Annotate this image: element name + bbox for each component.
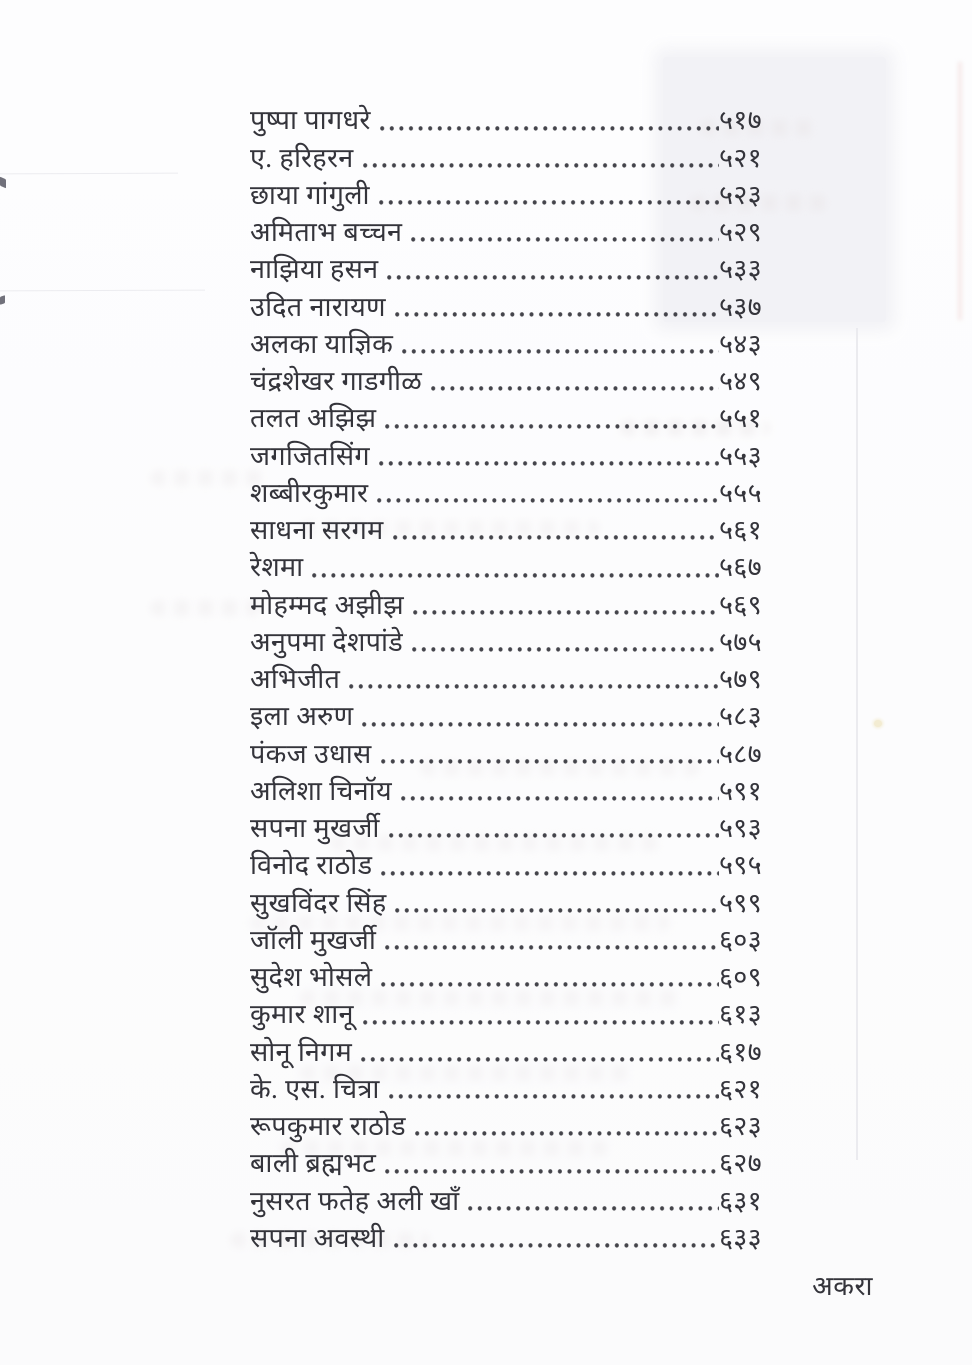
toc-entry: [250, 1180, 762, 1217]
paper-crease-line: [0, 173, 178, 175]
toc-entry-name: ए. हरिहरन: [250, 142, 354, 173]
toc-entry: [250, 1106, 762, 1143]
toc-entry: [250, 249, 762, 286]
toc-entry-name: जॉली मुखर्जी: [250, 924, 377, 955]
toc-entry-name: सपना अवस्थी: [250, 1222, 385, 1253]
dotted-leader: [349, 663, 719, 696]
toc-entry-name: के. एस. चित्रा: [250, 1073, 380, 1104]
toc-entry: [250, 659, 762, 696]
dotted-leader: [395, 887, 719, 920]
toc-entry-page: ६०३: [718, 924, 762, 955]
dotted-leader: [362, 700, 719, 733]
toc-entry-name: तलत अझिझ: [250, 403, 377, 434]
toc-entry-page: ५२३: [718, 179, 762, 210]
dotted-leader: [468, 1185, 719, 1218]
toc-entry: [250, 808, 762, 845]
dotted-leader: [394, 1222, 719, 1255]
toc-entry-name: अलका याज्ञिक: [250, 328, 394, 359]
dotted-leader: [312, 551, 719, 584]
dotted-leader: [381, 961, 719, 994]
toc-entry-name: साधना सरगम: [250, 515, 384, 545]
toc-entry-name: इला अरुण: [250, 701, 354, 732]
dotted-leader: [431, 365, 719, 398]
toc-entry-name: मोहम्मद अझीझ: [250, 589, 404, 620]
scan-edge-tint: [958, 62, 962, 320]
toc-entry-page: ५२९: [718, 217, 762, 247]
toc-list: [250, 100, 762, 1255]
toc-entry-name: नाझिया हसन: [250, 254, 379, 285]
toc-entry: [250, 733, 762, 770]
toc-entry-name: पुष्पा पागधरे: [250, 105, 371, 136]
toc-entry-name: विनोद राठोड: [250, 850, 373, 881]
toc-entry-page: ५८३: [718, 701, 762, 732]
dotted-leader: [361, 1036, 719, 1069]
toc-entry: [250, 622, 762, 659]
toc-entry-page: ५९९: [718, 887, 762, 918]
toc-entry-name: रेशमा: [250, 552, 304, 583]
toc-entry-page: ६१३: [718, 999, 762, 1030]
dotted-leader: [380, 104, 719, 137]
toc-entry: [250, 324, 762, 361]
toc-entry: [250, 398, 762, 435]
toc-entry-name: शब्बीरकुमार: [250, 477, 369, 508]
toc-entry-page: ६३१: [718, 1185, 762, 1216]
toc-entry-page: ५१७: [718, 105, 762, 136]
toc-entry-name: अलिशा चिनॉय: [250, 775, 392, 806]
toc-entry: [250, 510, 762, 547]
dotted-leader: [412, 626, 719, 659]
toc-entry: [250, 547, 762, 584]
dotted-leader: [389, 1073, 719, 1106]
toc-entry: [250, 584, 762, 621]
toc-entry-page: ६२७: [718, 1148, 762, 1179]
dotted-leader: [363, 142, 719, 175]
paper-crease-line: [0, 290, 205, 292]
toc-entry-name: सुदेश भोसले: [250, 962, 373, 992]
dotted-leader: [387, 253, 719, 286]
toc-entry-page: ५७९: [718, 664, 762, 694]
toc-entry-page: ५९१: [718, 775, 762, 806]
toc-entry: [250, 1069, 762, 1106]
dotted-leader: [402, 328, 719, 361]
toc-entry: [250, 994, 762, 1031]
dotted-leader: [395, 291, 719, 324]
toc-entry: [250, 100, 762, 137]
paper-speck: [874, 720, 882, 727]
toc-entry-page: ५८७: [718, 738, 762, 769]
dotted-leader: [389, 812, 719, 845]
toc-entry-page: ५६१: [718, 515, 762, 545]
toc-entry: [250, 845, 762, 882]
dotted-leader: [377, 477, 719, 510]
toc-entry-page: ५४९: [718, 366, 762, 396]
page-footer-label: अकरा: [812, 1271, 873, 1301]
toc-entry: [250, 957, 762, 994]
toc-entry: [250, 175, 762, 212]
toc-entry-name: सपना मुखर्जी: [250, 813, 380, 843]
dotted-leader: [385, 924, 719, 957]
dotted-leader: [385, 1147, 719, 1180]
toc-entry-name: अभिजीत: [250, 664, 341, 694]
toc-entry-page: ५३३: [718, 254, 762, 285]
binding-mark: [0, 295, 5, 305]
toc-entry: [250, 1218, 762, 1255]
dotted-leader: [415, 1110, 719, 1143]
toc-entry: [250, 286, 762, 323]
toc-entry: [250, 882, 762, 919]
toc-entry-page: ५९३: [718, 813, 762, 843]
toc-entry: [250, 137, 762, 174]
toc-entry: [250, 1143, 762, 1180]
dotted-leader: [401, 775, 719, 808]
underlying-page-edge-line: [856, 328, 858, 1160]
toc-entry-page: ६०९: [718, 962, 762, 992]
binding-mark: [0, 177, 6, 189]
toc-entry-page: ५७५: [718, 626, 762, 657]
toc-entry-page: ५९५: [718, 850, 762, 881]
toc-entry-page: ५४३: [718, 328, 762, 359]
toc-entry-name: सोनू निगम: [250, 1036, 353, 1067]
toc-entry-name: अमिताभ बच्चन: [250, 217, 403, 247]
toc-entry-name: चंद्रशेखर गाडगीळ: [250, 366, 423, 396]
toc-entry-page: ५६९: [718, 589, 762, 620]
dotted-leader: [393, 514, 719, 547]
toc-entry-name: अनुपमा देशपांडे: [250, 626, 404, 657]
toc-entry-page: ६३३: [718, 1222, 762, 1253]
toc-entry-page: ५५५: [718, 477, 762, 508]
toc-entry-name: जगजितसिंग: [250, 440, 370, 471]
dotted-leader: [379, 440, 719, 473]
toc-entry-name: सुखविंदर सिंह: [250, 887, 387, 918]
dotted-leader: [379, 179, 719, 212]
toc-entry-page: ५५३: [718, 440, 762, 471]
toc-entry: [250, 361, 762, 398]
toc-entry: [250, 473, 762, 510]
toc-entry-name: छाया गांगुली: [250, 179, 370, 210]
toc-entry: [250, 212, 762, 249]
toc-entry: [250, 1031, 762, 1068]
toc-entry-name: बाली ब्रह्मभट: [250, 1148, 377, 1179]
dotted-leader: [381, 849, 719, 882]
toc-entry-name: कुमार शानू: [250, 999, 354, 1030]
toc-entry-name: नुसरत फतेह अली खाँ: [250, 1185, 460, 1216]
toc-entry-name: पंकज उधास: [250, 738, 372, 769]
toc-entry-name: उदित नारायण: [250, 291, 386, 322]
toc-entry-page: ५२१: [718, 142, 762, 173]
toc-entry-page: ५५१: [718, 403, 762, 434]
toc-entry-page: ५३७: [718, 291, 762, 322]
dotted-leader: [363, 998, 719, 1031]
dotted-leader: [385, 402, 719, 435]
toc-entry-page: ५६७: [718, 552, 762, 583]
toc-entry: [250, 696, 762, 733]
toc-entry-page: ६१७: [718, 1036, 762, 1067]
toc-entry-page: ६२३: [718, 1111, 762, 1141]
toc-entry: [250, 435, 762, 472]
dotted-leader: [413, 589, 719, 622]
dotted-leader: [381, 738, 719, 771]
bleedthrough-text-smudge: [150, 600, 260, 616]
toc-entry: [250, 920, 762, 957]
toc-entry-name: रूपकुमार राठोड: [250, 1111, 406, 1141]
dotted-leader: [411, 216, 719, 249]
toc-entry: [250, 771, 762, 808]
toc-entry-page: ६२१: [718, 1073, 762, 1104]
